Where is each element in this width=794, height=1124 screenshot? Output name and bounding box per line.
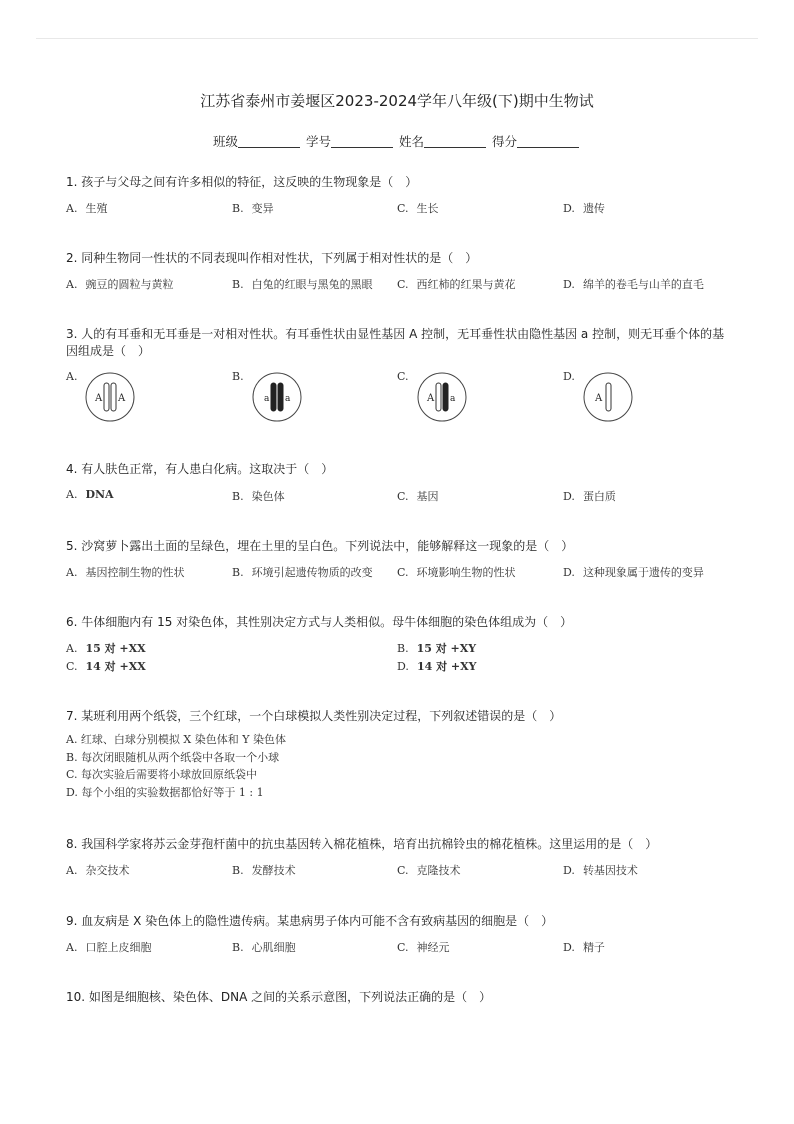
class-label: 班级 xyxy=(212,134,238,149)
class-blank[interactable] xyxy=(238,135,300,148)
question-4-stem: 4. 有人肤色正常，有人患白化病。这取决于（ ） xyxy=(66,462,334,476)
option-d[interactable]: D. 14 对 +XY xyxy=(397,660,477,673)
gene-label: A xyxy=(595,393,603,404)
option-d[interactable]: D. 蛋白质 xyxy=(563,490,616,503)
gene-label: a xyxy=(264,394,270,404)
option-b[interactable]: B. 15 对 +XY xyxy=(397,642,477,655)
gene-label: a xyxy=(285,394,291,404)
question-10-stem: 10. 如图是细胞核、染色体、DNA 之间的关系示意图，下列说法正确的是（ ） xyxy=(66,990,492,1004)
option-c[interactable]: C. 基因 xyxy=(397,490,439,503)
option-c[interactable]: C. 神经元 xyxy=(397,941,450,954)
question-7-options xyxy=(66,731,286,801)
question-1-stem: 1. 孩子与父母之间有许多相似的特征，这反映的生物现象是（ ） xyxy=(66,175,418,189)
cell-diagram-c xyxy=(416,371,468,423)
option-a[interactable]: A. 基因控制生物的性状 xyxy=(66,566,185,579)
option-b[interactable]: B. 环境引起遗传物质的改变 xyxy=(232,566,373,579)
option-c[interactable]: C. 环境影响生物的性状 xyxy=(397,566,516,579)
header-rule xyxy=(36,38,758,39)
option-c[interactable]: C. xyxy=(397,370,409,383)
question-8-stem: 8. 我国科学家将苏云金芽孢杆菌中的抗虫基因转入棉花植株，培育出抗棉铃虫的棉花植株。这里运用的是（ ） xyxy=(66,837,658,851)
option-a[interactable]: A. 红球、白球分别模拟 X 染色体和 Y 染色体 xyxy=(66,733,287,746)
question-6-stem: 6. 牛体细胞内有 15 对染色体，其性别决定方式与人类相似。母牛体细胞的染色体组成为（ ） xyxy=(66,615,573,629)
option-b[interactable]: B. 每次闭眼随机从两个纸袋中各取一个小球 xyxy=(66,750,280,764)
id-blank[interactable] xyxy=(331,135,393,148)
option-d[interactable]: D. 遗传 xyxy=(563,202,605,215)
option-a[interactable]: A. 生殖 xyxy=(66,202,108,215)
name-blank[interactable] xyxy=(424,135,486,148)
question-7-stem: 7. 某班利用两个纸袋，三个红球，一个白球模拟人类性别决定过程，下列叙述错误的是（ ） xyxy=(66,709,562,723)
option-c[interactable]: C. 每次实验后需要将小球放回原纸袋中 xyxy=(66,768,258,781)
option-a[interactable]: A. DNA xyxy=(66,488,114,501)
name-label: 姓名 xyxy=(398,134,424,149)
cell-diagram-d xyxy=(582,371,634,423)
cell-diagram-a xyxy=(84,371,136,423)
option-c[interactable]: C. 克隆技术 xyxy=(397,864,461,877)
student-info-line xyxy=(0,132,794,150)
option-b[interactable]: B. 心肌细胞 xyxy=(232,941,296,954)
score-label: 得分 xyxy=(491,134,517,149)
id-label: 学号 xyxy=(305,134,331,149)
option-b[interactable]: B. 发酵技术 xyxy=(232,864,296,877)
option-b[interactable]: B. 变异 xyxy=(232,202,274,215)
option-c[interactable]: C. 生长 xyxy=(397,202,439,215)
option-d[interactable]: D. 转基因技术 xyxy=(563,864,638,877)
option-b[interactable]: B. 白兔的红眼与黑兔的黑眼 xyxy=(232,278,373,291)
option-b[interactable]: B. xyxy=(232,370,244,383)
cell-diagram-b xyxy=(251,371,303,423)
option-a[interactable]: A. xyxy=(66,370,78,383)
question-5-stem: 5. 沙窝萝卜露出土面的呈绿色，埋在土里的呈白色。下列说法中，能够解释这一现象的是（ ） xyxy=(66,539,574,553)
option-c[interactable]: C. 14 对 +XX xyxy=(66,660,146,673)
option-d[interactable]: D. 每个小组的实验数据都恰好等于 1 : 1 xyxy=(66,785,264,799)
gene-label: A xyxy=(427,393,435,404)
option-c[interactable]: C. 西红柿的红果与黄花 xyxy=(397,278,516,291)
option-d[interactable]: D. xyxy=(563,370,575,383)
option-a[interactable]: A. 15 对 +XX xyxy=(66,642,146,655)
option-d[interactable]: D. 绵羊的卷毛与山羊的直毛 xyxy=(563,278,704,291)
gene-label: a xyxy=(450,394,456,404)
option-b[interactable]: B. 染色体 xyxy=(232,490,285,503)
question-3-stem: 3. 人的有耳垂和无耳垂是一对相对性状。有耳垂性状由显性基因 A 控制，无耳垂性状由隐性基因 a 控制，则无耳垂个体的基因组成是（ ） xyxy=(66,327,725,358)
option-d[interactable]: D. 精子 xyxy=(563,941,605,954)
option-a[interactable]: A. 豌豆的圆粒与黄粒 xyxy=(66,278,174,291)
option-a[interactable]: A. 口腔上皮细胞 xyxy=(66,941,152,954)
page-title: 江苏省泰州市姜堰区2023-2024学年八年级(下)期中生物试 xyxy=(200,92,594,110)
option-d[interactable]: D. 这种现象属于遗传的变异 xyxy=(563,566,704,579)
gene-label: A xyxy=(95,393,103,404)
option-a[interactable]: A. 杂交技术 xyxy=(66,864,130,877)
gene-label: A xyxy=(118,393,126,404)
score-blank[interactable] xyxy=(517,135,579,148)
question-9-stem: 9. 血友病是 X 染色体上的隐性遗传病。某患病男子体内可能不含有致病基因的细胞是（ ） xyxy=(66,914,554,928)
question-2-stem: 2. 同种生物同一性状的不同表现叫作相对性状，下列属于相对性状的是（ ） xyxy=(66,251,478,265)
